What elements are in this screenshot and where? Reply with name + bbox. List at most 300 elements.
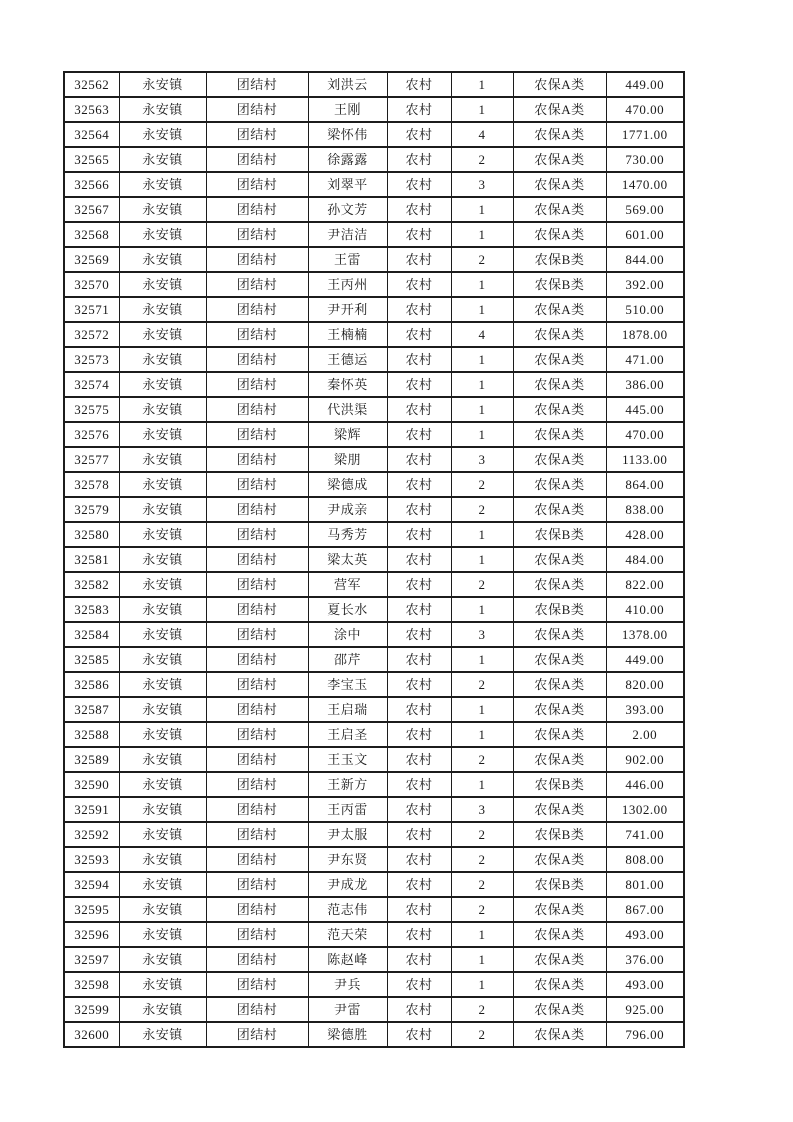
cell-town: 永安镇 bbox=[119, 947, 206, 972]
cell-person_count: 2 bbox=[451, 672, 513, 697]
cell-town: 永安镇 bbox=[119, 972, 206, 997]
cell-town: 永安镇 bbox=[119, 547, 206, 572]
cell-village: 团结村 bbox=[206, 872, 308, 897]
cell-person_name: 王丙州 bbox=[308, 272, 387, 297]
cell-village: 团结村 bbox=[206, 822, 308, 847]
cell-amount: 493.00 bbox=[606, 922, 684, 947]
cell-insurance_category: 农保B类 bbox=[513, 522, 606, 547]
table-row bbox=[64, 1022, 684, 1047]
cell-record_id: 32584 bbox=[64, 622, 119, 647]
cell-insurance_category: 农保B类 bbox=[513, 872, 606, 897]
cell-person_count: 2 bbox=[451, 897, 513, 922]
cell-record_id: 32575 bbox=[64, 397, 119, 422]
table-row bbox=[64, 272, 684, 297]
cell-insurance_category: 农保B类 bbox=[513, 822, 606, 847]
cell-village: 团结村 bbox=[206, 772, 308, 797]
table-row bbox=[64, 697, 684, 722]
cell-person_count: 4 bbox=[451, 322, 513, 347]
cell-insurance_category: 农保A类 bbox=[513, 147, 606, 172]
cell-person_count: 1 bbox=[451, 722, 513, 747]
records-tbody bbox=[64, 72, 684, 1047]
cell-village: 团结村 bbox=[206, 122, 308, 147]
cell-town: 永安镇 bbox=[119, 497, 206, 522]
cell-amount: 844.00 bbox=[606, 247, 684, 272]
cell-household_type: 农村 bbox=[387, 447, 451, 472]
cell-village: 团结村 bbox=[206, 247, 308, 272]
cell-record_id: 32586 bbox=[64, 672, 119, 697]
cell-record_id: 32582 bbox=[64, 572, 119, 597]
cell-village: 团结村 bbox=[206, 547, 308, 572]
cell-village: 团结村 bbox=[206, 597, 308, 622]
cell-household_type: 农村 bbox=[387, 672, 451, 697]
cell-person_name: 涂中 bbox=[308, 622, 387, 647]
table-row bbox=[64, 372, 684, 397]
cell-amount: 2.00 bbox=[606, 722, 684, 747]
cell-person_count: 3 bbox=[451, 797, 513, 822]
cell-amount: 449.00 bbox=[606, 647, 684, 672]
table-row bbox=[64, 722, 684, 747]
cell-record_id: 32600 bbox=[64, 1022, 119, 1047]
cell-town: 永安镇 bbox=[119, 622, 206, 647]
cell-record_id: 32572 bbox=[64, 322, 119, 347]
cell-town: 永安镇 bbox=[119, 772, 206, 797]
cell-amount: 386.00 bbox=[606, 372, 684, 397]
cell-record_id: 32598 bbox=[64, 972, 119, 997]
cell-amount: 1133.00 bbox=[606, 447, 684, 472]
cell-village: 团结村 bbox=[206, 747, 308, 772]
table-row bbox=[64, 597, 684, 622]
cell-town: 永安镇 bbox=[119, 172, 206, 197]
cell-amount: 510.00 bbox=[606, 297, 684, 322]
cell-town: 永安镇 bbox=[119, 247, 206, 272]
cell-person_name: 刘翠平 bbox=[308, 172, 387, 197]
cell-village: 团结村 bbox=[206, 997, 308, 1022]
cell-person_name: 马秀芳 bbox=[308, 522, 387, 547]
cell-insurance_category: 农保A类 bbox=[513, 372, 606, 397]
cell-person_name: 尹雷 bbox=[308, 997, 387, 1022]
cell-person_name: 邵芹 bbox=[308, 647, 387, 672]
cell-person_name: 王启圣 bbox=[308, 722, 387, 747]
cell-insurance_category: 农保A类 bbox=[513, 472, 606, 497]
cell-household_type: 农村 bbox=[387, 497, 451, 522]
cell-town: 永安镇 bbox=[119, 322, 206, 347]
cell-insurance_category: 农保A类 bbox=[513, 322, 606, 347]
cell-insurance_category: 农保A类 bbox=[513, 747, 606, 772]
cell-person_count: 3 bbox=[451, 447, 513, 472]
cell-village: 团结村 bbox=[206, 947, 308, 972]
cell-record_id: 32574 bbox=[64, 372, 119, 397]
cell-record_id: 32589 bbox=[64, 747, 119, 772]
cell-person_name: 刘洪云 bbox=[308, 72, 387, 97]
cell-village: 团结村 bbox=[206, 147, 308, 172]
cell-amount: 1878.00 bbox=[606, 322, 684, 347]
cell-amount: 446.00 bbox=[606, 772, 684, 797]
cell-person_name: 王雷 bbox=[308, 247, 387, 272]
cell-person_name: 尹太服 bbox=[308, 822, 387, 847]
cell-insurance_category: 农保A类 bbox=[513, 1022, 606, 1047]
cell-record_id: 32568 bbox=[64, 222, 119, 247]
cell-town: 永安镇 bbox=[119, 222, 206, 247]
cell-town: 永安镇 bbox=[119, 297, 206, 322]
cell-amount: 1302.00 bbox=[606, 797, 684, 822]
cell-person_count: 1 bbox=[451, 422, 513, 447]
table-row bbox=[64, 547, 684, 572]
table-row bbox=[64, 947, 684, 972]
cell-amount: 808.00 bbox=[606, 847, 684, 872]
cell-town: 永安镇 bbox=[119, 822, 206, 847]
cell-insurance_category: 农保A类 bbox=[513, 347, 606, 372]
cell-household_type: 农村 bbox=[387, 347, 451, 372]
cell-insurance_category: 农保A类 bbox=[513, 722, 606, 747]
cell-household_type: 农村 bbox=[387, 772, 451, 797]
cell-household_type: 农村 bbox=[387, 572, 451, 597]
cell-insurance_category: 农保A类 bbox=[513, 72, 606, 97]
cell-amount: 393.00 bbox=[606, 697, 684, 722]
cell-record_id: 32573 bbox=[64, 347, 119, 372]
cell-village: 团结村 bbox=[206, 297, 308, 322]
cell-town: 永安镇 bbox=[119, 147, 206, 172]
cell-village: 团结村 bbox=[206, 197, 308, 222]
cell-household_type: 农村 bbox=[387, 422, 451, 447]
cell-town: 永安镇 bbox=[119, 97, 206, 122]
cell-person_name: 尹兵 bbox=[308, 972, 387, 997]
cell-household_type: 农村 bbox=[387, 397, 451, 422]
cell-person_count: 1 bbox=[451, 272, 513, 297]
cell-record_id: 32579 bbox=[64, 497, 119, 522]
cell-record_id: 32596 bbox=[64, 922, 119, 947]
cell-insurance_category: 农保A类 bbox=[513, 922, 606, 947]
cell-insurance_category: 农保A类 bbox=[513, 172, 606, 197]
cell-amount: 867.00 bbox=[606, 897, 684, 922]
cell-village: 团结村 bbox=[206, 447, 308, 472]
cell-village: 团结村 bbox=[206, 622, 308, 647]
cell-person_name: 王新方 bbox=[308, 772, 387, 797]
cell-person_name: 范天荣 bbox=[308, 922, 387, 947]
cell-town: 永安镇 bbox=[119, 897, 206, 922]
cell-household_type: 农村 bbox=[387, 547, 451, 572]
cell-person_count: 1 bbox=[451, 972, 513, 997]
cell-insurance_category: 农保A类 bbox=[513, 972, 606, 997]
table-row bbox=[64, 647, 684, 672]
cell-town: 永安镇 bbox=[119, 447, 206, 472]
cell-person_count: 1 bbox=[451, 297, 513, 322]
table-row bbox=[64, 197, 684, 222]
table-row bbox=[64, 747, 684, 772]
cell-record_id: 32587 bbox=[64, 697, 119, 722]
cell-record_id: 32564 bbox=[64, 122, 119, 147]
table-row bbox=[64, 897, 684, 922]
cell-amount: 801.00 bbox=[606, 872, 684, 897]
cell-amount: 864.00 bbox=[606, 472, 684, 497]
cell-household_type: 农村 bbox=[387, 322, 451, 347]
cell-person_count: 2 bbox=[451, 747, 513, 772]
cell-household_type: 农村 bbox=[387, 797, 451, 822]
cell-town: 永安镇 bbox=[119, 997, 206, 1022]
cell-amount: 601.00 bbox=[606, 222, 684, 247]
cell-amount: 925.00 bbox=[606, 997, 684, 1022]
table-row bbox=[64, 472, 684, 497]
table-row bbox=[64, 872, 684, 897]
cell-person_count: 3 bbox=[451, 622, 513, 647]
table-row bbox=[64, 997, 684, 1022]
cell-record_id: 32581 bbox=[64, 547, 119, 572]
table-row bbox=[64, 172, 684, 197]
cell-person_name: 营军 bbox=[308, 572, 387, 597]
cell-person_name: 尹成龙 bbox=[308, 872, 387, 897]
cell-household_type: 农村 bbox=[387, 622, 451, 647]
cell-household_type: 农村 bbox=[387, 822, 451, 847]
cell-town: 永安镇 bbox=[119, 922, 206, 947]
cell-household_type: 农村 bbox=[387, 172, 451, 197]
cell-village: 团结村 bbox=[206, 222, 308, 247]
table-row bbox=[64, 222, 684, 247]
cell-insurance_category: 农保A类 bbox=[513, 397, 606, 422]
cell-record_id: 32569 bbox=[64, 247, 119, 272]
table-row bbox=[64, 622, 684, 647]
cell-person_count: 1 bbox=[451, 372, 513, 397]
cell-person_count: 1 bbox=[451, 947, 513, 972]
cell-record_id: 32567 bbox=[64, 197, 119, 222]
cell-town: 永安镇 bbox=[119, 672, 206, 697]
cell-person_name: 王德运 bbox=[308, 347, 387, 372]
cell-town: 永安镇 bbox=[119, 597, 206, 622]
cell-person_count: 1 bbox=[451, 97, 513, 122]
cell-household_type: 农村 bbox=[387, 272, 451, 297]
cell-person_count: 2 bbox=[451, 822, 513, 847]
cell-record_id: 32597 bbox=[64, 947, 119, 972]
cell-insurance_category: 农保A类 bbox=[513, 572, 606, 597]
cell-village: 团结村 bbox=[206, 572, 308, 597]
cell-amount: 471.00 bbox=[606, 347, 684, 372]
cell-household_type: 农村 bbox=[387, 97, 451, 122]
cell-insurance_category: 农保B类 bbox=[513, 772, 606, 797]
cell-insurance_category: 农保A类 bbox=[513, 622, 606, 647]
cell-person_name: 梁德胜 bbox=[308, 1022, 387, 1047]
cell-record_id: 32571 bbox=[64, 297, 119, 322]
cell-amount: 392.00 bbox=[606, 272, 684, 297]
cell-person_count: 1 bbox=[451, 522, 513, 547]
cell-insurance_category: 农保A类 bbox=[513, 197, 606, 222]
cell-amount: 428.00 bbox=[606, 522, 684, 547]
table-row bbox=[64, 397, 684, 422]
cell-village: 团结村 bbox=[206, 372, 308, 397]
cell-village: 团结村 bbox=[206, 422, 308, 447]
cell-person_count: 2 bbox=[451, 147, 513, 172]
cell-record_id: 32576 bbox=[64, 422, 119, 447]
cell-village: 团结村 bbox=[206, 897, 308, 922]
cell-person_name: 王启瑞 bbox=[308, 697, 387, 722]
cell-amount: 493.00 bbox=[606, 972, 684, 997]
cell-person_name: 代洪渠 bbox=[308, 397, 387, 422]
cell-record_id: 32592 bbox=[64, 822, 119, 847]
cell-household_type: 农村 bbox=[387, 297, 451, 322]
cell-record_id: 32590 bbox=[64, 772, 119, 797]
cell-person_count: 2 bbox=[451, 572, 513, 597]
cell-household_type: 农村 bbox=[387, 747, 451, 772]
cell-household_type: 农村 bbox=[387, 597, 451, 622]
cell-person_count: 1 bbox=[451, 697, 513, 722]
cell-person_count: 1 bbox=[451, 547, 513, 572]
cell-village: 团结村 bbox=[206, 972, 308, 997]
cell-household_type: 农村 bbox=[387, 697, 451, 722]
cell-village: 团结村 bbox=[206, 472, 308, 497]
cell-town: 永安镇 bbox=[119, 872, 206, 897]
cell-record_id: 32566 bbox=[64, 172, 119, 197]
cell-town: 永安镇 bbox=[119, 1022, 206, 1047]
cell-village: 团结村 bbox=[206, 1022, 308, 1047]
cell-record_id: 32585 bbox=[64, 647, 119, 672]
cell-person_name: 梁太英 bbox=[308, 547, 387, 572]
cell-amount: 484.00 bbox=[606, 547, 684, 572]
cell-household_type: 农村 bbox=[387, 147, 451, 172]
cell-person_name: 王玉文 bbox=[308, 747, 387, 772]
cell-person_count: 2 bbox=[451, 1022, 513, 1047]
cell-person_name: 李宝玉 bbox=[308, 672, 387, 697]
cell-insurance_category: 农保A类 bbox=[513, 497, 606, 522]
cell-town: 永安镇 bbox=[119, 472, 206, 497]
cell-person_name: 王楠楠 bbox=[308, 322, 387, 347]
cell-insurance_category: 农保A类 bbox=[513, 697, 606, 722]
cell-town: 永安镇 bbox=[119, 347, 206, 372]
cell-person_name: 夏长水 bbox=[308, 597, 387, 622]
cell-town: 永安镇 bbox=[119, 647, 206, 672]
cell-household_type: 农村 bbox=[387, 847, 451, 872]
cell-person_count: 2 bbox=[451, 847, 513, 872]
cell-household_type: 农村 bbox=[387, 947, 451, 972]
cell-record_id: 32578 bbox=[64, 472, 119, 497]
cell-person_count: 2 bbox=[451, 997, 513, 1022]
cell-village: 团结村 bbox=[206, 497, 308, 522]
cell-village: 团结村 bbox=[206, 172, 308, 197]
cell-person_name: 梁怀伟 bbox=[308, 122, 387, 147]
table-row bbox=[64, 447, 684, 472]
cell-village: 团结村 bbox=[206, 322, 308, 347]
table-row bbox=[64, 847, 684, 872]
cell-insurance_category: 农保B类 bbox=[513, 247, 606, 272]
cell-amount: 822.00 bbox=[606, 572, 684, 597]
cell-amount: 569.00 bbox=[606, 197, 684, 222]
cell-amount: 1378.00 bbox=[606, 622, 684, 647]
table-row bbox=[64, 797, 684, 822]
cell-insurance_category: 农保A类 bbox=[513, 847, 606, 872]
cell-village: 团结村 bbox=[206, 722, 308, 747]
cell-record_id: 32588 bbox=[64, 722, 119, 747]
cell-town: 永安镇 bbox=[119, 572, 206, 597]
cell-person_count: 4 bbox=[451, 122, 513, 147]
table-row bbox=[64, 147, 684, 172]
cell-village: 团结村 bbox=[206, 697, 308, 722]
cell-record_id: 32562 bbox=[64, 72, 119, 97]
cell-village: 团结村 bbox=[206, 397, 308, 422]
cell-village: 团结村 bbox=[206, 97, 308, 122]
cell-town: 永安镇 bbox=[119, 272, 206, 297]
cell-village: 团结村 bbox=[206, 272, 308, 297]
cell-person_count: 1 bbox=[451, 922, 513, 947]
cell-village: 团结村 bbox=[206, 647, 308, 672]
cell-household_type: 农村 bbox=[387, 472, 451, 497]
cell-village: 团结村 bbox=[206, 847, 308, 872]
cell-household_type: 农村 bbox=[387, 222, 451, 247]
cell-insurance_category: 农保A类 bbox=[513, 422, 606, 447]
cell-town: 永安镇 bbox=[119, 697, 206, 722]
cell-household_type: 农村 bbox=[387, 372, 451, 397]
cell-household_type: 农村 bbox=[387, 122, 451, 147]
cell-amount: 902.00 bbox=[606, 747, 684, 772]
cell-town: 永安镇 bbox=[119, 847, 206, 872]
cell-person_name: 尹开利 bbox=[308, 297, 387, 322]
cell-household_type: 农村 bbox=[387, 1022, 451, 1047]
cell-household_type: 农村 bbox=[387, 922, 451, 947]
cell-record_id: 32593 bbox=[64, 847, 119, 872]
table-row bbox=[64, 122, 684, 147]
cell-person_count: 1 bbox=[451, 597, 513, 622]
cell-person_name: 秦怀英 bbox=[308, 372, 387, 397]
cell-record_id: 32565 bbox=[64, 147, 119, 172]
cell-town: 永安镇 bbox=[119, 422, 206, 447]
cell-person_name: 尹成亲 bbox=[308, 497, 387, 522]
cell-amount: 449.00 bbox=[606, 72, 684, 97]
table-row bbox=[64, 97, 684, 122]
cell-insurance_category: 农保A类 bbox=[513, 222, 606, 247]
cell-insurance_category: 农保A类 bbox=[513, 897, 606, 922]
cell-amount: 376.00 bbox=[606, 947, 684, 972]
cell-person_count: 2 bbox=[451, 472, 513, 497]
cell-amount: 820.00 bbox=[606, 672, 684, 697]
cell-person_count: 1 bbox=[451, 72, 513, 97]
cell-town: 永安镇 bbox=[119, 372, 206, 397]
cell-insurance_category: 农保A类 bbox=[513, 797, 606, 822]
cell-record_id: 32595 bbox=[64, 897, 119, 922]
cell-person_name: 陈赵峰 bbox=[308, 947, 387, 972]
cell-household_type: 农村 bbox=[387, 872, 451, 897]
cell-insurance_category: 农保B类 bbox=[513, 597, 606, 622]
cell-household_type: 农村 bbox=[387, 722, 451, 747]
cell-record_id: 32599 bbox=[64, 997, 119, 1022]
cell-village: 团结村 bbox=[206, 672, 308, 697]
cell-person_count: 1 bbox=[451, 222, 513, 247]
table-row bbox=[64, 772, 684, 797]
cell-town: 永安镇 bbox=[119, 397, 206, 422]
cell-village: 团结村 bbox=[206, 522, 308, 547]
cell-person_name: 梁辉 bbox=[308, 422, 387, 447]
cell-household_type: 农村 bbox=[387, 647, 451, 672]
table-row bbox=[64, 72, 684, 97]
cell-household_type: 农村 bbox=[387, 897, 451, 922]
cell-record_id: 32563 bbox=[64, 97, 119, 122]
cell-person_count: 3 bbox=[451, 172, 513, 197]
cell-record_id: 32570 bbox=[64, 272, 119, 297]
cell-insurance_category: 农保B类 bbox=[513, 272, 606, 297]
cell-insurance_category: 农保A类 bbox=[513, 947, 606, 972]
cell-person_name: 尹洁洁 bbox=[308, 222, 387, 247]
cell-person_name: 徐露露 bbox=[308, 147, 387, 172]
cell-record_id: 32591 bbox=[64, 797, 119, 822]
cell-village: 团结村 bbox=[206, 797, 308, 822]
table-row bbox=[64, 422, 684, 447]
cell-person_count: 1 bbox=[451, 197, 513, 222]
cell-person_count: 1 bbox=[451, 647, 513, 672]
cell-person_count: 1 bbox=[451, 772, 513, 797]
cell-town: 永安镇 bbox=[119, 522, 206, 547]
cell-town: 永安镇 bbox=[119, 722, 206, 747]
cell-record_id: 32577 bbox=[64, 447, 119, 472]
table-row bbox=[64, 522, 684, 547]
cell-amount: 1470.00 bbox=[606, 172, 684, 197]
cell-amount: 741.00 bbox=[606, 822, 684, 847]
table-row bbox=[64, 322, 684, 347]
cell-amount: 1771.00 bbox=[606, 122, 684, 147]
cell-household_type: 农村 bbox=[387, 72, 451, 97]
